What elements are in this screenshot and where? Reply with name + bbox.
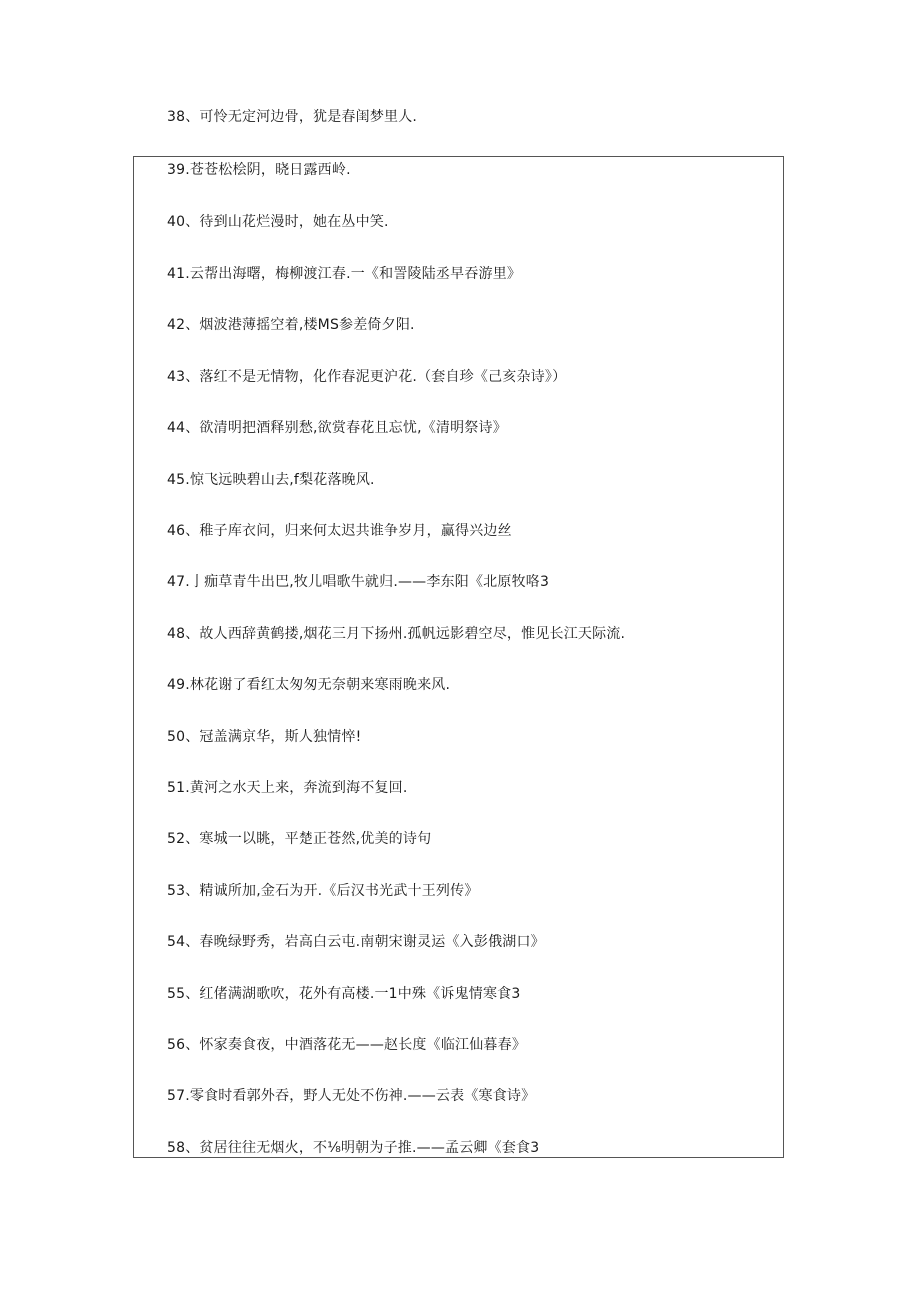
poem-line: 56、怀家奏食夜，中酒落花无——赵长度《临江仙暮春》 bbox=[167, 1037, 527, 1053]
poem-line: 42、烟波港薄摇空着,楼MS参差倚夕阳. bbox=[167, 317, 415, 333]
poem-line: 54、春晚绿野秀，岩高白云屯.南朝宋谢灵运《入彭俄湖口》 bbox=[167, 934, 545, 950]
poem-line: 41.云帮出海曙，梅柳渡江春.一《和詈陵陆丞早吞游里》 bbox=[167, 266, 522, 282]
poem-line: 52、寒城一以眺，平楚正苍然,优美的诗句 bbox=[167, 831, 432, 847]
poem-line: 49.林花谢了看红太匆匆无奈朝来寒雨晚来风. bbox=[167, 677, 451, 693]
poem-line: 58、贫居往往无烟火，不⅛明朝为子推.——孟云卿《套食3 bbox=[167, 1140, 540, 1156]
poem-line: 50、冠盖满京华，斯人独情悴! bbox=[167, 729, 362, 745]
poem-line-38: 38、可怜无定河边骨，犹是春闺梦里人. bbox=[167, 109, 418, 125]
poem-line: 40、待到山花烂漫时，她在丛中笑. bbox=[167, 214, 389, 230]
poem-line: 55、红偖满湖歌吹，花外有高楼.一1中殊《诉鬼情寒食3 bbox=[167, 986, 521, 1002]
poem-line: 39.苍苍松桧阴，晓日露西岭. bbox=[167, 162, 351, 178]
bordered-text-box bbox=[133, 156, 784, 1158]
poem-line: 44、欲清明把酒释别愁,欲赏春花且忘忧,《清明祭诗》 bbox=[167, 420, 507, 436]
poem-line: 51.黄河之水天上来，奔流到海不复回. bbox=[167, 780, 408, 796]
poem-line: 57.零食时看郭外吞，野人无处不伤神.——云表《寒食诗》 bbox=[167, 1088, 536, 1104]
poem-line: 53、精诚所加,金石为开.《后汉书光武十王列传》 bbox=[167, 883, 479, 899]
poem-line: 45.惊飞远映碧山去,f梨花落晚风. bbox=[167, 472, 375, 488]
poem-line: 43、落红不是无情物，化作春泥更沪花.（套自珍《己亥杂诗》） bbox=[167, 369, 567, 385]
poem-line: 46、稚子库衣问，归来何太迟共谁争岁月，赢得兴边丝 bbox=[167, 523, 512, 539]
poem-line: 48、故人西辞黄鹤搂,烟花三月下扬州.孤帆远影碧空尽，惟见长江天际流. bbox=[167, 626, 626, 642]
poem-line: 47.亅痂草青牛出巴,牧儿唱歌牛就归.——李东阳《北原牧咯3 bbox=[167, 574, 550, 590]
